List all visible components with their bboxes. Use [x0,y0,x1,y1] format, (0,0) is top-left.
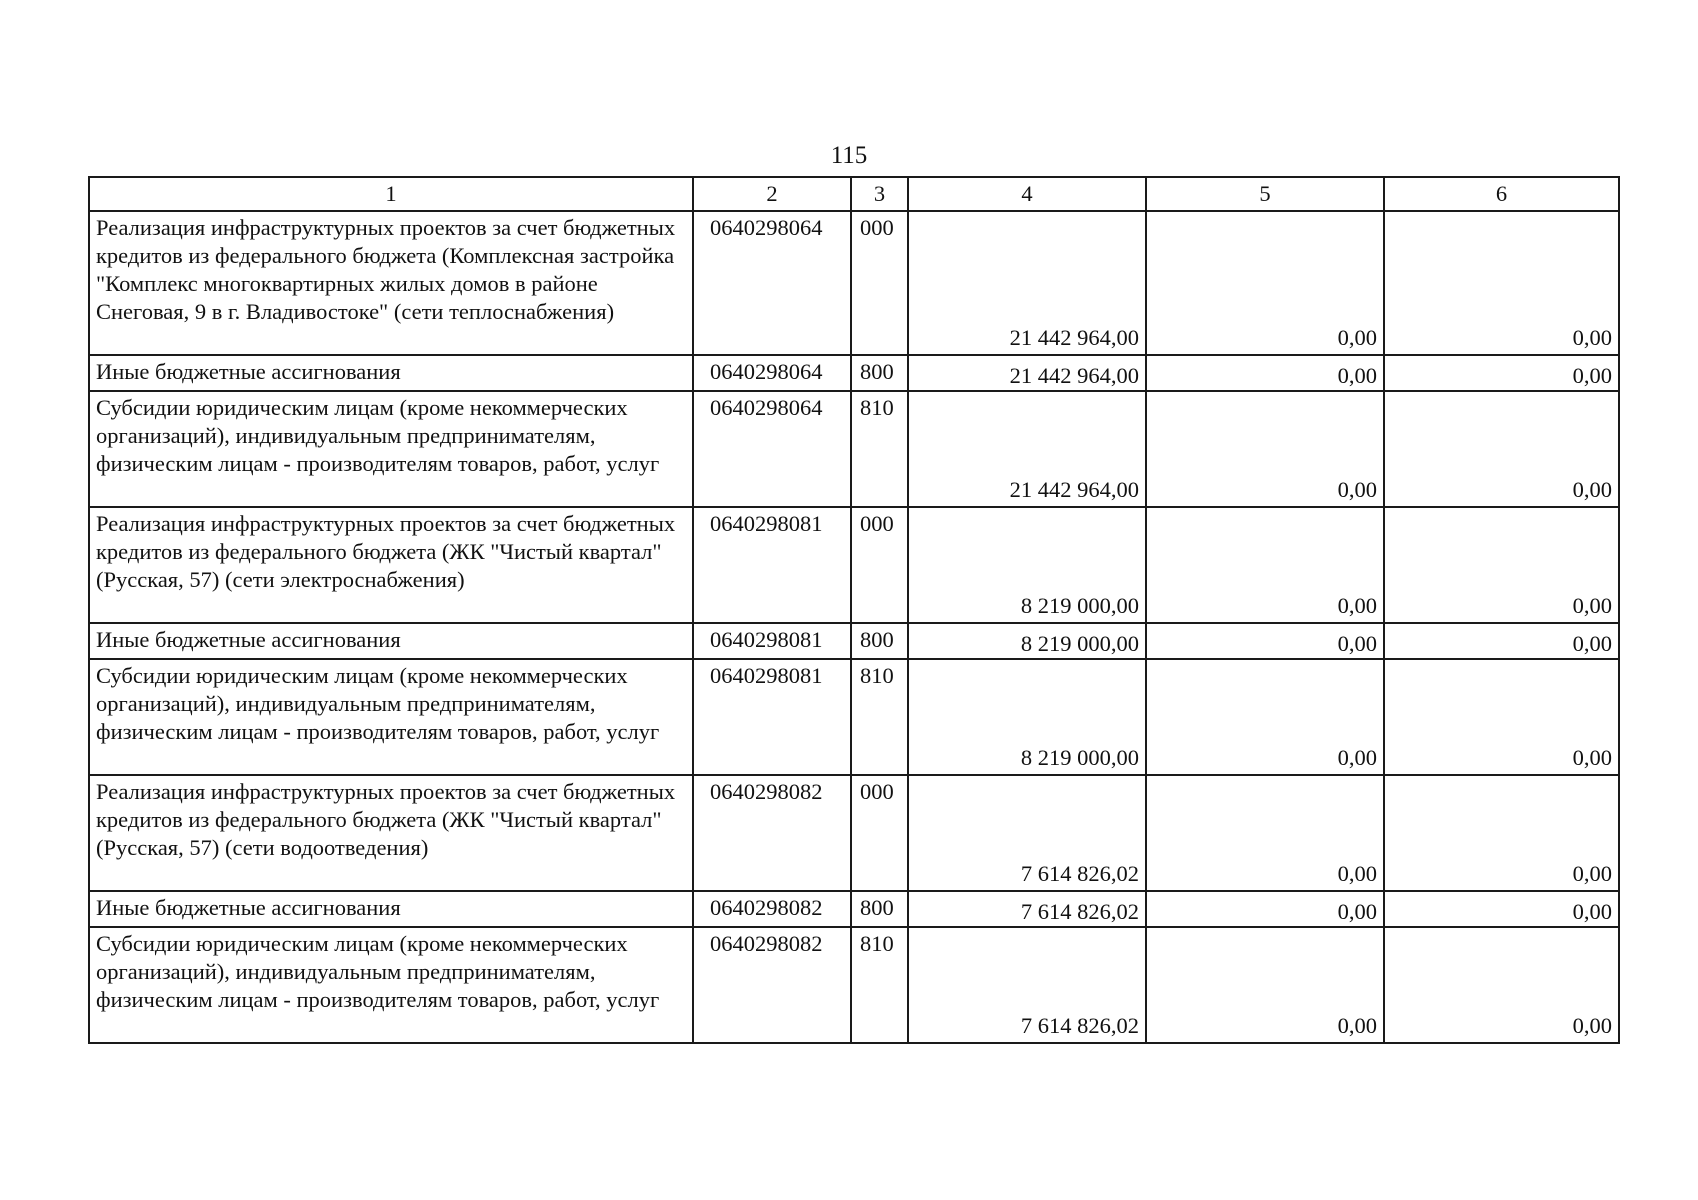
row-name-cell: Реализация инфраструктурных проектов за счет бюджетных кредитов из федерального бюджета (Комплексная застройка "Комплекс многоквартирных жилых домов в районе Снеговая, 9 в г. Владивостоке" (сети теплоснабжения) [89,211,693,355]
table-row [89,623,1619,659]
row-name-cell: Реализация инфраструктурных проектов за счет бюджетных кредитов из федерального бюджета (ЖК "Чистый квартал" (Русская, 57) (сети водоотведения) [89,775,693,891]
row-name-cell: Субсидии юридическим лицам (кроме некоммерческих организаций), индивидуальным предпринимателям, физическим лицам - производителям товаров, работ, услуг [89,391,693,507]
column-header: 3 [851,177,908,211]
row-value-5-cell: 0,00 [1146,891,1384,927]
table-row [89,211,1619,355]
row-value-4-cell: 7 614 826,02 [908,891,1146,927]
row-name-cell: Реализация инфраструктурных проектов за счет бюджетных кредитов из федерального бюджета (ЖК "Чистый квартал" (Русская, 57) (сети электроснабжения) [89,507,693,623]
row-value-6-cell: 0,00 [1384,659,1619,775]
row-value-5-cell: 0,00 [1146,355,1384,391]
row-value-6-cell: 0,00 [1384,623,1619,659]
table-row [89,355,1619,391]
row-value-5-cell: 0,00 [1146,211,1384,355]
table-header-row [89,177,1619,211]
row-value-6-cell: 0,00 [1384,211,1619,355]
row-type-cell: 800 [851,623,908,659]
row-code-cell: 0640298081 [693,507,851,623]
row-value-4-cell: 21 442 964,00 [908,355,1146,391]
row-type-cell: 810 [851,391,908,507]
row-code-cell: 0640298064 [693,211,851,355]
budget-table [88,176,1620,1044]
row-value-4-cell: 8 219 000,00 [908,659,1146,775]
row-value-6-cell: 0,00 [1384,355,1619,391]
row-value-5-cell: 0,00 [1146,391,1384,507]
row-value-5-cell: 0,00 [1146,659,1384,775]
row-type-cell: 000 [851,507,908,623]
table-row [89,391,1619,507]
row-type-cell: 000 [851,775,908,891]
row-code-cell: 0640298082 [693,775,851,891]
row-name-cell: Субсидии юридическим лицам (кроме некоммерческих организаций), индивидуальным предпринимателям, физическим лицам - производителям товаров, работ, услуг [89,927,693,1043]
row-value-4-cell: 8 219 000,00 [908,623,1146,659]
row-value-4-cell: 8 219 000,00 [908,507,1146,623]
row-value-5-cell: 0,00 [1146,623,1384,659]
row-value-6-cell: 0,00 [1384,391,1619,507]
column-header: 1 [89,177,693,211]
table-row [89,507,1619,623]
row-name-cell: Иные бюджетные ассигнования [89,623,693,659]
table-row [89,659,1619,775]
page-number: 115 [830,142,868,169]
row-value-4-cell: 21 442 964,00 [908,391,1146,507]
row-type-cell: 810 [851,927,908,1043]
row-name-cell: Иные бюджетные ассигнования [89,355,693,391]
row-name-cell: Субсидии юридическим лицам (кроме некоммерческих организаций), индивидуальным предпринимателям, физическим лицам - производителям товаров, работ, услуг [89,659,693,775]
row-value-5-cell: 0,00 [1146,775,1384,891]
row-name-cell: Иные бюджетные ассигнования [89,891,693,927]
row-value-6-cell: 0,00 [1384,775,1619,891]
column-header: 4 [908,177,1146,211]
row-value-5-cell: 0,00 [1146,927,1384,1043]
row-type-cell: 000 [851,211,908,355]
table-row [89,775,1619,891]
row-code-cell: 0640298064 [693,355,851,391]
row-code-cell: 0640298082 [693,891,851,927]
row-value-5-cell: 0,00 [1146,507,1384,623]
row-code-cell: 0640298081 [693,659,851,775]
column-header: 6 [1384,177,1619,211]
row-value-6-cell: 0,00 [1384,507,1619,623]
row-value-4-cell: 7 614 826,02 [908,775,1146,891]
row-value-4-cell: 21 442 964,00 [908,211,1146,355]
row-code-cell: 0640298081 [693,623,851,659]
column-header: 5 [1146,177,1384,211]
row-code-cell: 0640298064 [693,391,851,507]
row-value-4-cell: 7 614 826,02 [908,927,1146,1043]
row-type-cell: 800 [851,891,908,927]
row-value-6-cell: 0,00 [1384,891,1619,927]
column-header: 2 [693,177,851,211]
row-type-cell: 810 [851,659,908,775]
table-row [89,927,1619,1043]
row-code-cell: 0640298082 [693,927,851,1043]
table-row [89,891,1619,927]
row-type-cell: 800 [851,355,908,391]
row-value-6-cell: 0,00 [1384,927,1619,1043]
